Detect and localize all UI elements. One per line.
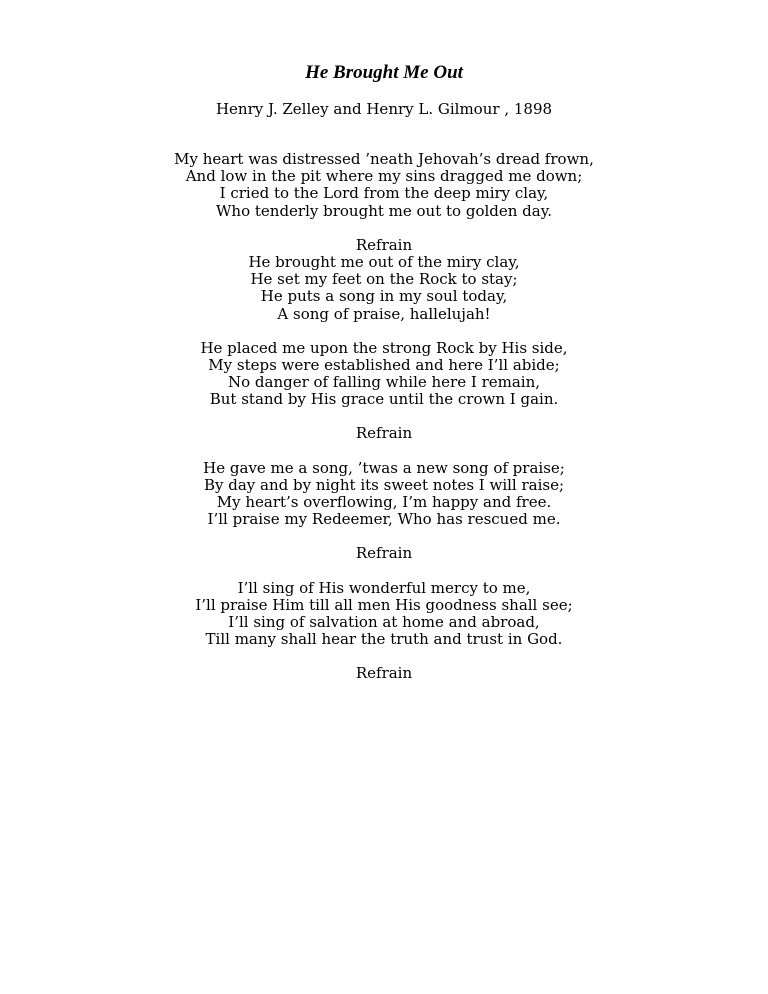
verse-line: My steps were established and here I’ll abide; [208,355,560,374]
verse-line: Who tenderly brought me out to golden day. [216,201,552,220]
hymn-body [0,151,768,700]
hymn-title: He Brought Me Out [305,62,463,83]
verse-line: He placed me upon the strong Rock by His side, [200,338,568,357]
refrain-line: A song of praise, hallelujah! [277,304,491,323]
refrain-heading: Refrain [355,424,413,443]
verse-line: He gave me a song, ’twas a new song of praise; [203,458,565,477]
verse-line: I’ll praise my Redeemer, Who has rescued me. [207,510,561,529]
verse-line: By day and by night its sweet notes I will raise; [203,475,565,494]
refrain-line: He set my feet on the Rock to stay; [250,270,518,289]
refrain-marker [0,425,768,442]
verse-line: My heart was distressed ’neath Jehovah’s dread frown, [174,150,594,168]
verse-line: But stand by His grace until the crown I gain. [209,390,559,409]
refrain-line: He brought me out of the miry clay, [248,252,520,271]
verse-line: I cried to the Lord from the deep miry clay, [219,184,549,203]
verse-4 [0,580,768,649]
verse-line: I’ll praise Him till all men His goodness shall see; [195,595,573,614]
refrain-heading: Refrain [355,664,413,683]
verse-line: I’ll sing of salvation at home and abroad, [228,612,540,631]
refrain-marker [0,665,768,682]
refrain-full [0,237,768,323]
verse-line: I’ll sing of His wonderful mercy to me, [237,578,531,597]
refrain-marker [0,545,768,562]
verse-line: Till many shall hear the truth and trust in God. [205,630,563,649]
verse-3 [0,460,768,529]
verse-1 [0,151,768,220]
verse-line: My heart’s overflowing, I’m happy and free. [216,493,552,511]
verse-2 [0,340,768,409]
refrain-heading: Refrain [355,235,413,254]
verse-line: And low in the pit where my sins dragged me down; [185,167,583,186]
refrain-heading: Refrain [355,544,413,563]
refrain-line: He puts a song in my soul today, [260,287,508,306]
hymn-authors: Henry J. Zelley and Henry L. Gilmour , 1898 [215,100,553,118]
verse-line: No danger of falling while here I remain, [227,373,541,392]
